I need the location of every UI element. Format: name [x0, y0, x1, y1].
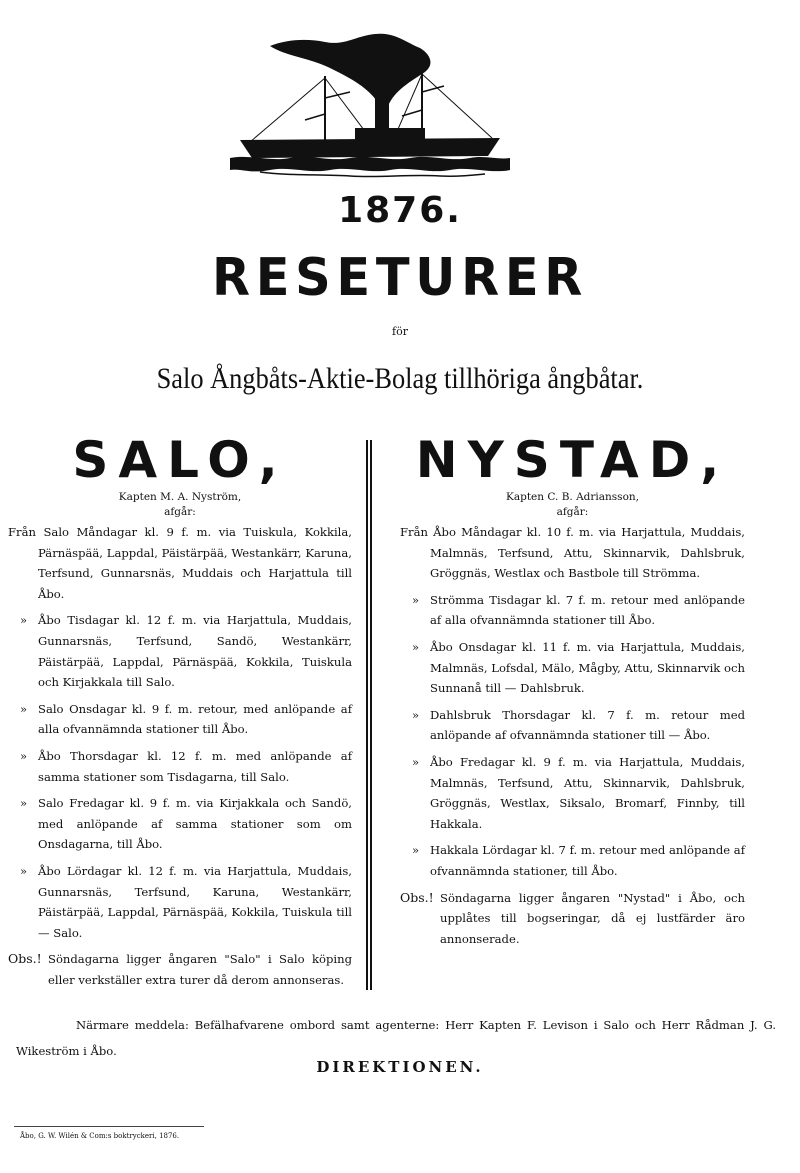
schedule-entry: [8, 861, 352, 943]
schedule-entry-text: Åbo Thorsdagar kl. 12 f. m. med anlöpande af samma stationer som Tisdagarna, till Salo.: [38, 748, 352, 784]
agents-note: Närmare meddela: Befälhafvarene ombord samt agenterne: Herr Kapten F. Levison i Salo och Herr Rådman J. G. Wikeström i Åbo.: [16, 1018, 776, 1058]
schedule-entry-text: Dahlsbruk Thorsdagar kl. 7 f. m. retour med anlöpande af ofvannämnda stationer till — Åbo.: [430, 707, 745, 743]
ditto-mark: »: [412, 639, 420, 654]
ditto-mark: »: [412, 754, 420, 769]
schedule-entry-text: Åbo Lördagar kl. 12 f. m. via Harjattula, Muddais, Gunnarsnäs, Terfsund, Karuna, Westankärr, Päistärpää, Lappdal, Pärnäspää, Kokkila, Tuiskula till — Salo.: [38, 863, 352, 940]
schedule-entry: Från Salo Måndagar kl. 9 f. m. via Tuiskula, Kokkila, Pärnäspää, Lappdal, Päistärpää, Westankärr, Karuna, Terfsund, Gunnarsnäs, Muddais och Harjattula till Åbo.: [8, 525, 352, 601]
poster-for: för: [392, 325, 408, 338]
schedule-entry: [400, 705, 745, 746]
schedule-entry: Från Åbo Måndagar kl. 10 f. m. via Harjattula, Muddais, Malmnäs, Terfsund, Attu, Skinnarvik, Dahlsbruk, Gröggnäs, Westlax och Bastbole till Strömma.: [400, 525, 745, 581]
poster-title: RESETURER: [211, 248, 589, 308]
schedule-entry: [400, 590, 745, 631]
obs-note-nystad: [400, 888, 745, 950]
nystad-schedule: [400, 430, 745, 949]
salo-schedule: [8, 430, 352, 990]
ditto-mark: »: [20, 701, 28, 716]
schedule-entry: [8, 746, 352, 787]
obs-text: Söndagarna ligger ångaren "Salo" i Salo köping eller verkställer extra turer då derom annonseras.: [48, 952, 352, 987]
obs-label: Obs.!: [8, 951, 42, 967]
schedule-entry-text: Åbo Tisdagar kl. 12 f. m. via Harjattula, Muddais, Gunnarsnäs, Terfsund, Sandö, Westankärr, Päistärpää, Lappdal, Pärnäspää, Kokkila, Tuiskula och Kirjakkala till Salo.: [38, 613, 352, 690]
departs-label-salo: afgår:: [164, 506, 196, 518]
schedule-entry-text: Salo Onsdagar kl. 9 f. m. retour, med anlöpande af alla ofvannämnda stationer till Åbo.: [38, 701, 352, 737]
obs-label: Obs.!: [400, 889, 434, 905]
poster-subtitle: Salo Ångbåts-Aktie-Bolag tillhöriga ångbåtar.: [156, 362, 644, 395]
schedule-entry: [8, 610, 352, 692]
schedule-entry-text: Salo Fredagar kl. 9 f. m. via Kirjakkala och Sandö, med anlöpande af samma stationer som om Onsdagarna, till Åbo.: [38, 796, 352, 852]
ditto-mark: »: [20, 863, 28, 878]
footer-rule: [14, 1126, 204, 1127]
ditto-mark: »: [20, 748, 28, 763]
ship-name-nystad: NYSTAD,: [415, 431, 730, 489]
steamship-icon: [230, 28, 510, 178]
ditto-mark: »: [412, 843, 420, 858]
ditto-mark: »: [412, 592, 420, 607]
ditto-mark: »: [20, 796, 28, 811]
schedule-entry: [8, 699, 352, 740]
signature: DIREKTIONEN.: [316, 1058, 484, 1076]
captain-salo: Kapten M. A. Nyström,: [118, 491, 242, 503]
schedule-entry: [8, 793, 352, 855]
obs-note-salo: [8, 949, 352, 990]
printer-credit: Åbo, G. W. Wilén & Com:s boktryckeri, 1876.: [20, 1132, 180, 1140]
schedule-entry-text: Åbo Fredagar kl. 9 f. m. via Harjattula, Muddais, Malmnäs, Terfsund, Attu, Skinnarvik, Dahlsbruk, Gröggnäs, Westlax, Siksalo, Bromarf, Finnby, till Hakkala.: [430, 754, 745, 831]
schedule-entry: [400, 752, 745, 834]
poster-year: 1876.: [338, 190, 462, 231]
schedule-entry: [400, 840, 745, 881]
column-divider: [366, 440, 372, 990]
schedule-entry-text: Åbo Onsdagar kl. 11 f. m. via Harjattula, Muddais, Malmnäs, Lofsdal, Mälo, Mågby, Attu, Skinnarvik och Sunnanå till — Dahlsbruk.: [430, 639, 745, 696]
schedule-entry-text: Hakkala Lördagar kl. 7 f. m. retour med anlöpande af ofvannämnda stationer, till Åbo.: [430, 843, 745, 878]
schedule-entry: [400, 637, 745, 699]
ship-name-salo: SALO,: [72, 431, 288, 489]
departs-label-nystad: afgår:: [556, 506, 589, 518]
ditto-mark: »: [412, 707, 420, 722]
schedule-entry-text: Strömma Tisdagar kl. 7 f. m. retour med anlöpande af alla ofvannämnda stationer till Åbo.: [430, 592, 745, 628]
captain-nystad: Kapten C. B. Adriansson,: [506, 491, 639, 503]
obs-text: Söndagarna ligger ångaren "Nystad" i Åbo, och upplåtes till bogseringar, då ej lustfärder äro annonserade.: [440, 890, 745, 946]
ditto-mark: »: [20, 613, 28, 628]
